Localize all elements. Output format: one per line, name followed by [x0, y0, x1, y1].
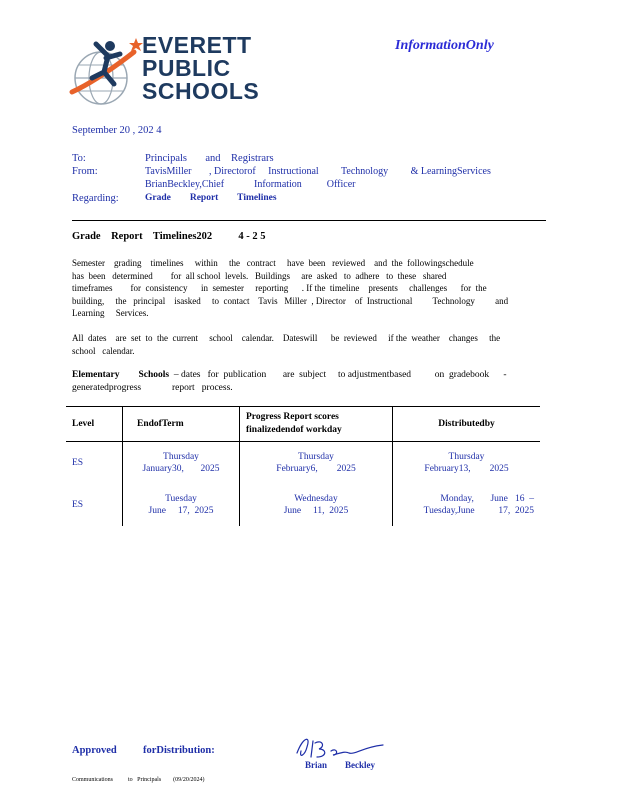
paragraph-1-line: has been determined for all school levels. Buildings are asked to adhere to these shared	[72, 270, 447, 281]
distributed-date: Tuesday,June 17, 2025	[423, 506, 534, 516]
paragraph-1-line: Semester grading timelines within the contract have been reviewed and the followingschedule	[72, 258, 474, 268]
table-row	[66, 442, 540, 485]
district-logo	[68, 32, 258, 112]
schedule-table	[66, 406, 540, 526]
progress-day: Thursday	[298, 452, 334, 462]
logo-line-3: SCHOOLS	[142, 78, 260, 104]
row-end-of-term	[123, 442, 240, 485]
memo-reference: Communications to Principals (09/20/2024)	[72, 777, 205, 783]
distributed-day: Thursday	[448, 452, 485, 462]
table-header-row	[66, 407, 540, 442]
from-value-1: TavisMiller , Directorof Instructional Technology & LearningServices	[145, 166, 491, 177]
end-term-date: January30, 2025	[142, 464, 220, 474]
paragraph-3	[72, 369, 534, 394]
row-end-of-term	[123, 484, 240, 526]
progress-day: Wednesday	[294, 494, 338, 504]
logo-line-2: PUBLIC	[142, 55, 231, 81]
distributed-day: Monday, June 16 –	[440, 494, 534, 504]
row-distributed	[393, 484, 541, 526]
progress-date: June 11, 2025	[283, 506, 349, 516]
memo-date: September 20 , 202 4	[72, 125, 162, 136]
header-level: Level	[66, 407, 123, 442]
paragraph-2-line: All dates are set to the current school calendar. Dateswill be reviewed if the weather changes the	[72, 333, 501, 343]
paragraph-3-line-2: generatedprogress report process.	[72, 382, 233, 393]
body-title: Grade Report Timelines202 4 - 2 5	[72, 231, 266, 242]
row-level: ES	[72, 500, 84, 510]
end-term-date: June 17, 2025	[148, 506, 214, 516]
table-row	[66, 484, 540, 526]
paragraph-3-text: – dates for publication are subject to adjustmentbased on gradebook -	[169, 370, 507, 380]
to-label: To:	[72, 153, 86, 164]
header-progress-report: Progress Report scores finalizedendof workday	[240, 407, 393, 442]
paragraph-2	[72, 332, 534, 357]
information-only-label: InformationOnly	[395, 38, 494, 53]
progress-date: February6, 2025	[276, 464, 356, 474]
paragraph-1-line: building, the principal isasked to contact Tavis Miller , Director of Instructional Technology and	[72, 295, 509, 306]
row-progress	[240, 484, 393, 526]
paragraph-1-line: Learning Services.	[72, 308, 149, 318]
header-end-of-term: EndofTerm	[123, 407, 240, 442]
regarding-value: Grade Report Timelines	[145, 193, 277, 203]
from-label: From:	[72, 166, 98, 177]
approved-for-distribution: Approved forDistribution:	[72, 745, 215, 756]
end-term-day: Tuesday	[165, 494, 197, 504]
paragraph-2-line: school calendar.	[72, 345, 135, 356]
row-progress	[240, 442, 393, 485]
signature-icon	[293, 733, 388, 763]
globe-runner-icon	[68, 32, 144, 112]
regarding-label: Regarding:	[72, 193, 119, 204]
logo-line-1: EVERETT	[142, 32, 252, 58]
header-divider	[72, 220, 546, 221]
to-value: Principals and Registrars	[145, 153, 274, 164]
from-value-2: BrianBeckley,Chief Information Officer	[145, 179, 356, 190]
logo-text	[142, 34, 259, 103]
row-level: ES	[72, 458, 84, 468]
row-distributed	[393, 442, 541, 485]
end-term-day: Thursday	[163, 452, 199, 462]
distributed-date: February13, 2025	[424, 464, 509, 474]
paragraph-1-line: timeframes for consistency in semester reporting . If the timeline presents challenges for the	[72, 283, 487, 293]
header-distributed-by: Distributedby	[393, 407, 541, 442]
signer-name: Brian Beckley	[305, 760, 375, 770]
elementary-schools-label: Elementary Schools	[72, 370, 170, 380]
paragraph-1	[72, 257, 534, 320]
